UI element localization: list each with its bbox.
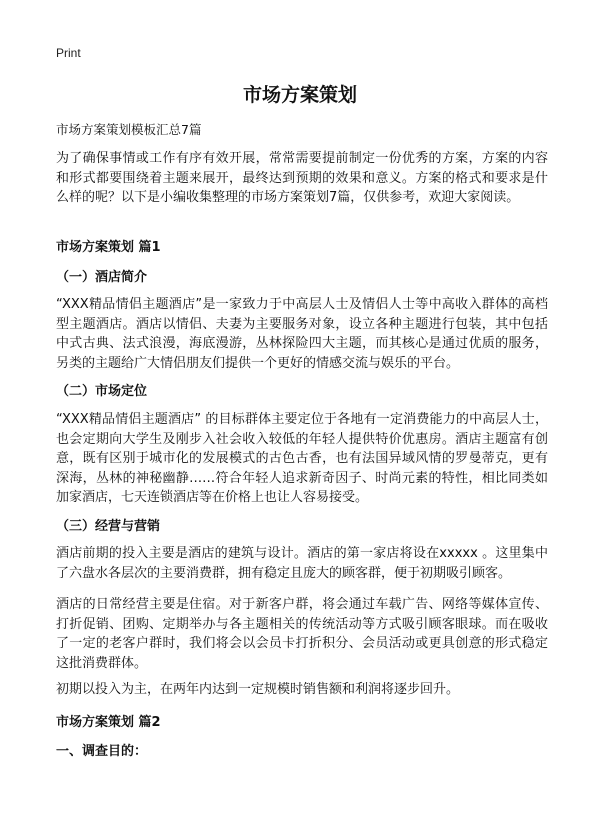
operation-paragraph-3: 初期以投入为主，在两年内达到一定规模时销售额和利润将逐步回升。 xyxy=(56,682,460,697)
document-subtitle: 市场方案策划模板汇总7篇 xyxy=(56,122,202,137)
operation-paragraph-2: 酒店的日常经营主要是住宿。对于新客户群，将会通过车载广告、网络等媒体宣传、打折促销、团购、定期举办与各主题相关的传统活动等方式吸引顾客眼球。而在吸收了一定的老客户群时，我们将会以会员卡打折积分、会员活动或更具创意的形式稳定这批消费群体。 xyxy=(56,597,548,671)
subsection-heading-hotel-intro: （一）酒店简介 xyxy=(56,270,148,285)
subsection-heading-market-position: （二）市场定位 xyxy=(56,384,148,399)
intro-paragraph: 为了确保事情或工作有序有效开展，常常需要提前制定一份优秀的方案，方案的内容和形式都要围绕着主题来展开，最终达到预期的效果和意义。方案的格式和要求是什么样的呢？以下是小编收集整理的市场方案策划7篇，仅供参考，欢迎大家阅读。 xyxy=(56,151,548,205)
hotel-intro-paragraph: “XXX精品情侣主题酒店”是一家致力于中高层人士及情侣人士等中高收入群体的高档型主题酒店。酒店以情侣、夫妻为主要服务对象，设立各种主题进行包装，其中包括中式古典、法式浪漫，海底漫游，丛林探险四大主题，而其核心是通过优质的服务，另类的主题给广大情侣朋友们提供一个更好的情感交流与娱乐的平台。 xyxy=(56,297,548,371)
section-heading-2: 市场方案策划 篇2 xyxy=(56,715,161,730)
operation-paragraph-1: 酒店前期的投入主要是酒店的建筑与设计。酒店的第一家店将设在xxxxx 。这里集中了六盘水各层次的主要消费群，拥有稳定且庞大的顾客群，便于初期吸引顾客。 xyxy=(56,546,548,581)
market-position-paragraph: “XXX精品情侣主题酒店” 的目标群体主要定位于各地有一定消费能力的中高层人士，也会定期向大学生及刚步入社会收入较低的年轻人提供特价优惠房。酒店主题富有创意，既有区别于城市化的发展模式的古色古香，也有法国异域风情的罗曼蒂克，更有深海，丛林的神秘幽静……符合年轻人追求新奇因子、时尚元素的特性，相比同类如加家酒店，七天连锁酒店等在价格上也让人容易接受。 xyxy=(56,412,548,505)
print-link[interactable]: Print xyxy=(56,46,81,60)
subsection-heading-survey-purpose: 一、调查目的： xyxy=(56,744,148,759)
page-title: 市场方案策划 xyxy=(242,84,357,106)
subsection-heading-operation: （三）经营与营销 xyxy=(56,519,161,534)
section-heading-1: 市场方案策划 篇1 xyxy=(56,240,161,255)
